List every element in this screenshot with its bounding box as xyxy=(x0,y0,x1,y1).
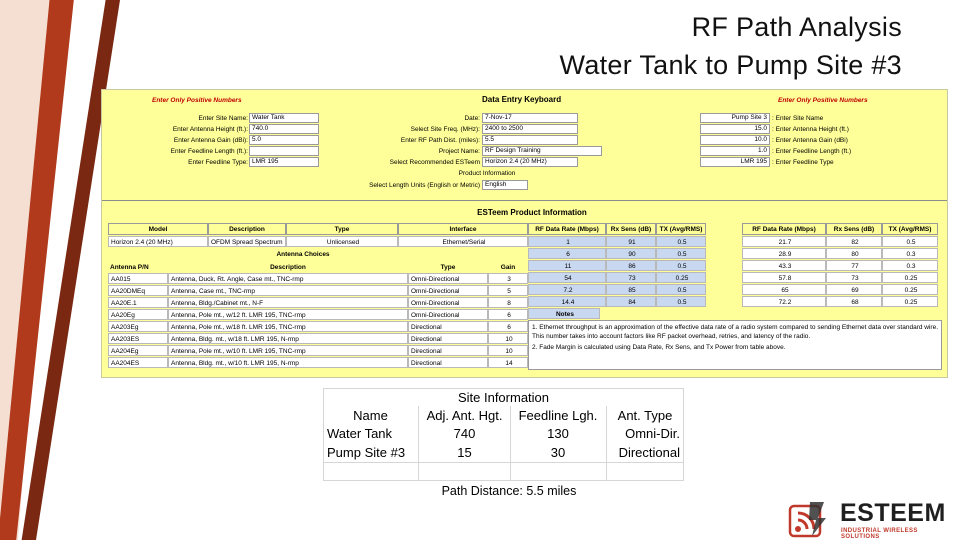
slide-title-line2: Water Tank to Pump Site #3 xyxy=(559,50,902,80)
tx-power-left: 0.5 xyxy=(656,260,706,271)
rx-sens-right: 73 xyxy=(826,272,882,283)
center-label-product: Select Recommended ESTeem xyxy=(389,159,480,166)
tx-power-right: 0.25 xyxy=(882,272,938,283)
rf-data-rate-right: 65 xyxy=(742,284,826,295)
rx-sens-left: 84 xyxy=(606,296,656,307)
product-interface: Ethernet/Serial xyxy=(398,236,528,247)
note-1: 1. Ethernet throughput is an approximation of the effective data rate of a radio system compared to sending Ethernet data over standard wire. This number takes into account factors like RF packet overhead, retries, and latency of the radio. xyxy=(532,324,939,340)
antenna-pn: AA204ES xyxy=(108,357,168,368)
col-model: Model xyxy=(108,223,208,235)
antenna-description: Antenna, Duck, Rt. Angle, Case mt., TNC-rmp xyxy=(168,273,408,284)
antenna-pn: AA20DMEq xyxy=(108,285,168,296)
rf-data-rate-left: 54 xyxy=(528,272,606,283)
product-info-title: ESTeem Product Information xyxy=(477,208,587,217)
antenna-type: Directional xyxy=(408,345,488,356)
tx-power-left: 0.25 xyxy=(656,272,706,283)
antenna-gain: 14 xyxy=(488,357,528,368)
product-description: OFDM Spread Spectrum xyxy=(208,236,286,247)
center-label-units: Select Length Units (English or Metric) xyxy=(369,182,480,189)
site-row1-ant-type: Omni-Dir. xyxy=(625,426,680,441)
right-label-feedline-type: : Enter Feedline Type xyxy=(772,159,834,166)
site-row1-name: Water Tank xyxy=(327,426,393,441)
tx-power-right: 0.5 xyxy=(882,236,938,247)
rf-data-rate-left: 6 xyxy=(528,248,606,259)
logo-wordmark: ESTEEM xyxy=(840,499,946,527)
rx-sens-right: 80 xyxy=(826,248,882,259)
antenna-gain-input-right[interactable]: 10.0 xyxy=(700,135,770,145)
rf-data-rate-left: 1 xyxy=(528,236,606,247)
wireless-signal-icon xyxy=(788,498,836,538)
notes-label: Notes xyxy=(528,308,600,319)
keyboard-title: Data Entry Keyboard xyxy=(482,95,562,104)
antenna-pn: AA204Eg xyxy=(108,345,168,356)
antenna-type: Omni-Directional xyxy=(408,297,488,308)
antenna-type: Omni-Directional xyxy=(408,273,488,284)
warning-left: Enter Only Positive Numbers xyxy=(152,97,242,104)
notes-box xyxy=(528,320,942,370)
col-tx-1: TX (Avg/RMS) xyxy=(656,223,706,235)
site-row2-ant-type: Directional xyxy=(618,445,680,460)
site-row2-feedline: 30 xyxy=(550,445,566,460)
center-label-product-info: Product Information xyxy=(458,170,516,177)
distance-input[interactable]: 5.5 xyxy=(482,135,578,145)
feedline-type-input-right[interactable]: LMR 195 xyxy=(700,157,770,167)
antenna-pn: AA203ES xyxy=(108,333,168,344)
antenna-description: Antenna, Bldg. mt., w/18 ft. LMR 195, N-rmp xyxy=(168,333,408,344)
antenna-gain: 10 xyxy=(488,345,528,356)
tx-power-right: 0.3 xyxy=(882,260,938,271)
antenna-description: Antenna, Pole mt., w/12 ft. LMR 195, TNC-rmp xyxy=(168,309,408,320)
antenna-gain: 6 xyxy=(488,309,528,320)
product-model: Horizon 2.4 (20 MHz) xyxy=(108,236,208,247)
antenna-gain-input-left[interactable]: 5.0 xyxy=(249,135,319,145)
antenna-description: Antenna, Pole mt., w/18 ft. LMR 195, TNC-rmp xyxy=(168,321,408,332)
rx-sens-left: 85 xyxy=(606,284,656,295)
site-col-name: Name xyxy=(353,408,388,423)
product-type: Unlicensed xyxy=(286,236,398,247)
antenna-col-type: Type xyxy=(440,264,456,271)
left-label-height: Enter Antenna Height (ft.): xyxy=(172,126,248,133)
rf-data-rate-right: 43.3 xyxy=(742,260,826,271)
site-information-table xyxy=(323,388,684,481)
slide-title-line1: RF Path Analysis xyxy=(691,12,902,42)
col-type: Type xyxy=(286,223,398,235)
col-tx-2: TX (Avg/RMS) xyxy=(882,223,938,235)
antenna-description: Antenna, Pole mt., w/10 ft. LMR 195, TNC-rmp xyxy=(168,345,408,356)
rf-data-rate-right: 72.2 xyxy=(742,296,826,307)
antenna-col-pn: Antenna P/N xyxy=(110,264,149,271)
rx-sens-right: 77 xyxy=(826,260,882,271)
antenna-description: Antenna, Bldg./Cabinet mt., N-F xyxy=(168,297,408,308)
tx-power-right: 0.25 xyxy=(882,296,938,307)
antenna-col-gain: Gain xyxy=(500,264,516,271)
col-rx-sens-2: Rx Sens (dB) xyxy=(826,223,882,235)
units-select[interactable]: English xyxy=(482,180,528,190)
antenna-type: Omni-Directional xyxy=(408,285,488,296)
antenna-description: Antenna, Bldg. mt., w/10 ft. LMR 195, N-rmp xyxy=(168,357,408,368)
center-label-distance: Enter RF Path Dist. (miles): xyxy=(400,137,480,144)
site-row1-height: 740 xyxy=(453,426,476,441)
antenna-height-input-left[interactable]: 740.0 xyxy=(249,124,319,134)
feedline-type-input-left[interactable]: LMR 195 xyxy=(249,157,319,167)
rf-data-rate-right: 28.9 xyxy=(742,248,826,259)
tx-power-left: 0.5 xyxy=(656,248,706,259)
right-label-gain: : Enter Antenna Gain (dBi) xyxy=(772,137,848,144)
antenna-gain: 8 xyxy=(488,297,528,308)
site-col-feedline: Feedline Lgh. xyxy=(518,408,598,423)
rf-data-rate-left: 14.4 xyxy=(528,296,606,307)
rf-data-rate-right: 21.7 xyxy=(742,236,826,247)
site-name-input-left[interactable]: Water Tank xyxy=(249,113,319,123)
site-col-height: Adj. Ant. Hgt. xyxy=(426,408,503,423)
product-select[interactable]: Horizon 2.4 (20 MHz) xyxy=(482,157,578,167)
tx-power-left: 0.5 xyxy=(656,236,706,247)
antenna-type: Directional xyxy=(408,333,488,344)
col-description: Description xyxy=(208,223,286,235)
site-info-title: Site Information xyxy=(457,390,550,405)
site-row1-feedline: 130 xyxy=(547,426,569,441)
rx-sens-left: 91 xyxy=(606,236,656,247)
col-interface: Interface xyxy=(398,223,528,235)
rf-data-rate-right: 57.8 xyxy=(742,272,826,283)
rx-sens-right: 69 xyxy=(826,284,882,295)
right-label-site: : Enter Site Name xyxy=(772,115,824,122)
project-name-input[interactable]: RF Design Training xyxy=(482,146,602,156)
rx-sens-left: 73 xyxy=(606,272,656,283)
left-label-feedline-type: Enter Feedline Type: xyxy=(188,159,248,166)
antenna-pn: AA20Eg xyxy=(108,309,168,320)
warning-right: Enter Only Positive Numbers xyxy=(778,97,868,104)
feedline-length-input-right[interactable]: 1.0 xyxy=(700,146,770,156)
antenna-col-description: Description xyxy=(270,264,306,271)
site-row2-height: 15 xyxy=(457,445,472,460)
left-label-gain: Enter Antenna Gain (dBi): xyxy=(173,137,248,144)
antenna-height-input-right[interactable]: 15.0 xyxy=(700,124,770,134)
tx-power-left: 0.5 xyxy=(656,284,706,295)
antenna-choices-title: Antenna Choices xyxy=(276,251,330,258)
section-divider xyxy=(102,200,947,201)
col-rf-rate-2: RF Data Rate (Mbps) xyxy=(742,223,826,235)
frequency-select[interactable]: 2400 to 2500 xyxy=(482,124,578,134)
right-label-height: : Enter Antenna Height (ft.) xyxy=(772,126,849,133)
antenna-gain: 10 xyxy=(488,333,528,344)
site-grid-line xyxy=(323,480,684,481)
antenna-type: Directional xyxy=(408,321,488,332)
antenna-pn: AA203Eg xyxy=(108,321,168,332)
left-label-feedline-length: Enter Feedline Length (ft.): xyxy=(170,148,248,155)
antenna-pn: AA20E.1 xyxy=(108,297,168,308)
center-label-date: Date: xyxy=(464,115,480,122)
center-label-freq: Select Site Freq. (MHz): xyxy=(410,126,480,133)
right-label-feedline-length: : Enter Feedline Length (ft.) xyxy=(772,148,852,155)
data-entry-sheet xyxy=(101,89,948,378)
note-2: 2. Fade Margin is calculated using Data Rate, Rx Sens, and Tx Power from table above. xyxy=(532,344,786,351)
antenna-gain: 3 xyxy=(488,273,528,284)
tx-power-right: 0.25 xyxy=(882,284,938,295)
antenna-gain: 5 xyxy=(488,285,528,296)
rf-data-rate-left: 11 xyxy=(528,260,606,271)
site-grid-line xyxy=(323,462,684,463)
slide-title xyxy=(560,8,902,84)
logo-tagline: INDUSTRIAL WIRELESS SOLUTIONS xyxy=(841,528,918,540)
site-col-ant-type: Ant. Type xyxy=(617,408,673,423)
left-label-site: Enter Site Name: xyxy=(198,115,248,122)
antenna-type: Omni-Directional xyxy=(408,309,488,320)
site-row2-name: Pump Site #3 xyxy=(327,445,406,460)
antenna-type: Directional xyxy=(408,357,488,368)
feedline-length-input-left[interactable] xyxy=(249,146,319,156)
tx-power-left: 0.5 xyxy=(656,296,706,307)
rx-sens-left: 86 xyxy=(606,260,656,271)
rx-sens-left: 90 xyxy=(606,248,656,259)
rf-data-rate-left: 7.2 xyxy=(528,284,606,295)
antenna-pn: AA015 xyxy=(108,273,168,284)
center-label-project: Project Name: xyxy=(438,148,480,155)
antenna-gain: 6 xyxy=(488,321,528,332)
antenna-description: Antenna, Case mt., TNC-rmp xyxy=(168,285,408,296)
rx-sens-right: 68 xyxy=(826,296,882,307)
esteem-logo xyxy=(786,498,956,538)
col-rx-sens-1: Rx Sens (dB) xyxy=(606,223,656,235)
rx-sens-right: 82 xyxy=(826,236,882,247)
site-name-input-right[interactable]: Pump Site 3 xyxy=(700,113,770,123)
tx-power-right: 0.3 xyxy=(882,248,938,259)
col-rf-rate-1: RF Data Rate (Mbps) xyxy=(528,223,606,235)
path-distance: Path Distance: 5.5 miles xyxy=(441,484,577,498)
date-input[interactable]: 7-Nov-17 xyxy=(482,113,578,123)
